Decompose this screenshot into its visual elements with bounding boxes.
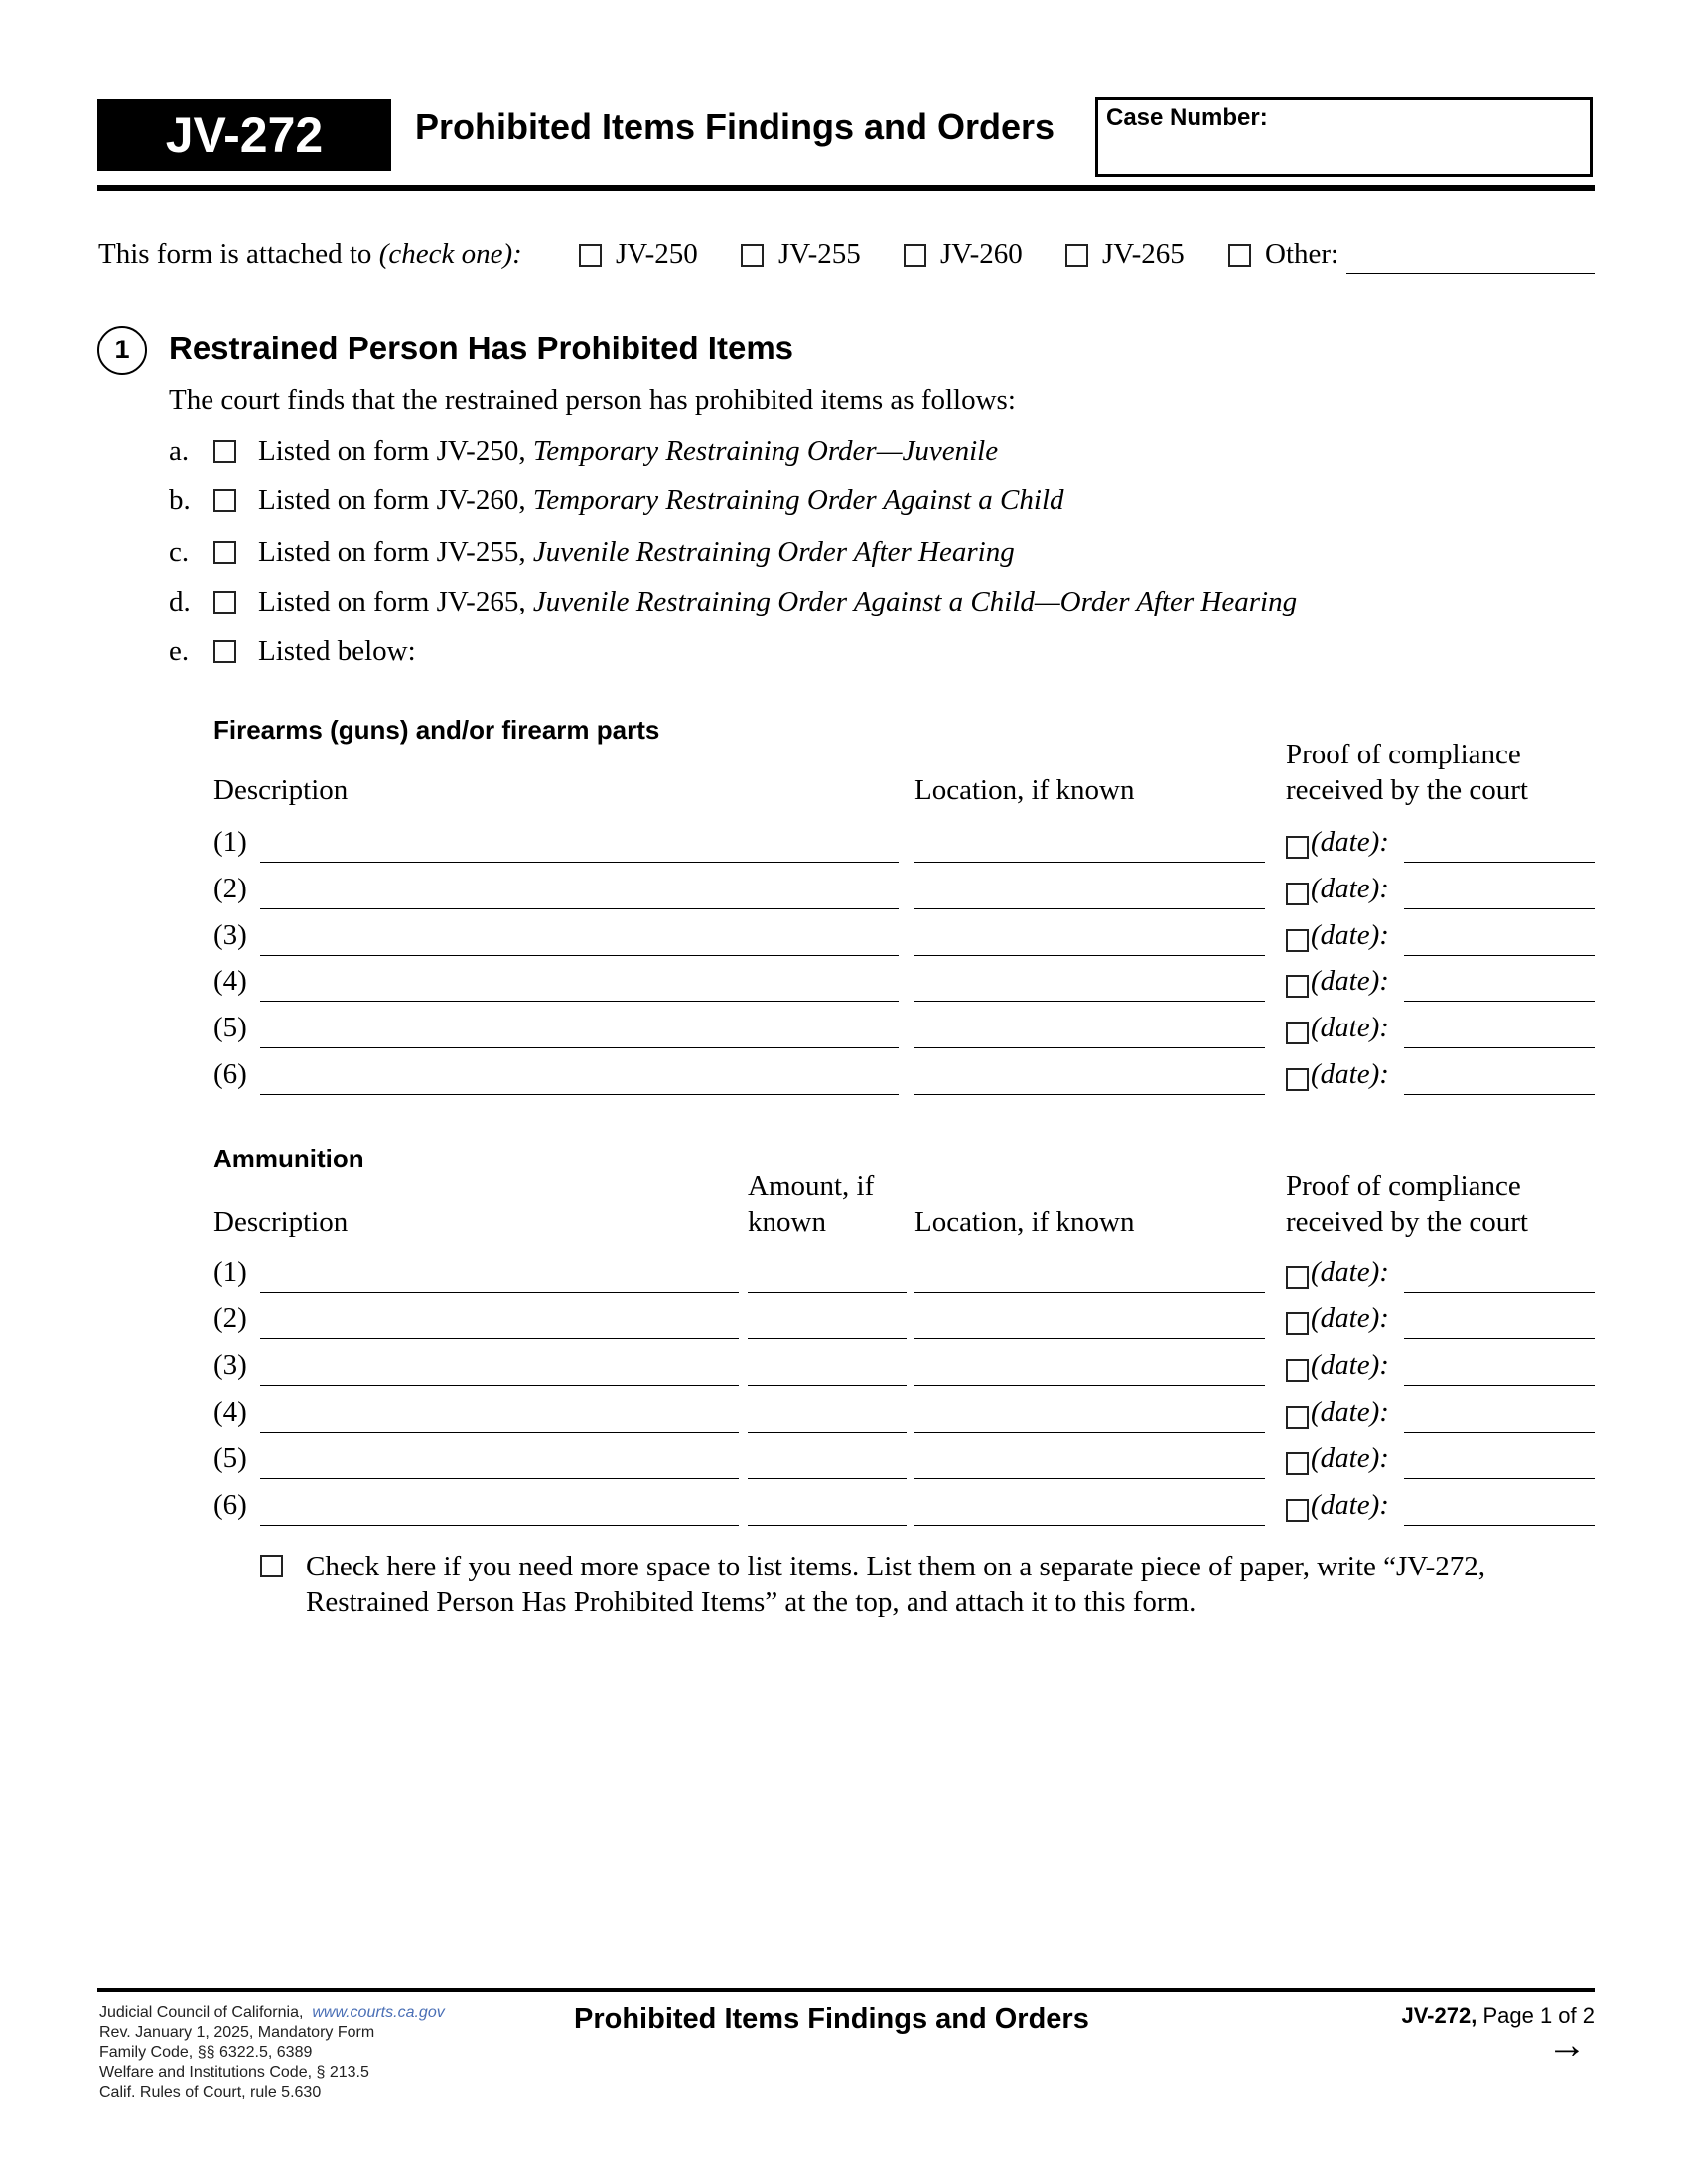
ammunition-description-input[interactable] bbox=[260, 1478, 739, 1479]
ammunition-heading: Ammunition bbox=[213, 1144, 364, 1173]
ammunition-row-number: (1) bbox=[213, 1256, 247, 1288]
item-b-label bbox=[258, 484, 1064, 517]
more-space-checkbox[interactable] bbox=[260, 1555, 283, 1577]
firearm-proof-checkbox[interactable] bbox=[1286, 883, 1309, 905]
ammunition-date-input[interactable] bbox=[1404, 1292, 1595, 1293]
ammunition-col-description: Description bbox=[213, 1206, 349, 1238]
footer-url-link[interactable]: www.courts.ca.gov bbox=[312, 2004, 445, 2021]
ammunition-date-label: (date): bbox=[1311, 1396, 1389, 1428]
firearms-col-location: Location, if known bbox=[914, 774, 1135, 806]
ammunition-row-number: (2) bbox=[213, 1302, 247, 1334]
attached-jv250-label: JV-250 bbox=[616, 238, 698, 270]
attached-jv255-checkbox[interactable] bbox=[741, 244, 764, 267]
ammunition-col-proof-line1: Proof of compliance bbox=[1286, 1170, 1521, 1202]
item-d-text: Listed on form JV-265, bbox=[258, 586, 526, 617]
firearm-date-input[interactable] bbox=[1404, 1001, 1595, 1002]
case-number-label: Case Number: bbox=[1106, 104, 1268, 131]
next-page-arrow-icon: → bbox=[1547, 2023, 1587, 2067]
firearm-location-input[interactable] bbox=[914, 955, 1265, 956]
ammunition-col-amount bbox=[748, 1168, 874, 1240]
item-d-form-name: Juvenile Restraining Order Against a Child—Order After Hearing bbox=[532, 586, 1298, 617]
footer-info bbox=[99, 2003, 445, 2103]
firearm-description-input[interactable] bbox=[260, 1047, 899, 1048]
firearms-col-proof-line1: Proof of compliance bbox=[1286, 739, 1521, 770]
more-space-line1: Check here if you need more space to list items. List them on a separate piece of paper, write “JV-272, bbox=[306, 1551, 1485, 1582]
attached-to-hint: (check one): bbox=[378, 238, 522, 270]
ammunition-row-number: (5) bbox=[213, 1442, 247, 1474]
ammunition-amount-input[interactable] bbox=[748, 1432, 907, 1433]
firearm-proof-checkbox[interactable] bbox=[1286, 1068, 1309, 1091]
footer-rev: Rev. January 1, 2025, Mandatory Form bbox=[99, 2024, 375, 2041]
ammunition-date-input[interactable] bbox=[1404, 1478, 1595, 1479]
firearms-heading: Firearms (guns) and/or firearm parts bbox=[213, 715, 660, 745]
firearm-date-input[interactable] bbox=[1404, 1047, 1595, 1048]
firearm-date-label: (date): bbox=[1311, 826, 1389, 858]
firearm-proof-checkbox[interactable] bbox=[1286, 836, 1309, 859]
ammunition-amount-input[interactable] bbox=[748, 1292, 907, 1293]
ammunition-row-number: (4) bbox=[213, 1396, 247, 1428]
ammunition-description-input[interactable] bbox=[260, 1432, 739, 1433]
firearm-row-number: (1) bbox=[213, 826, 247, 858]
item-letter: e. bbox=[169, 635, 190, 667]
section-title: Restrained Person Has Prohibited Items bbox=[169, 330, 794, 366]
form-id-badge: JV-272 bbox=[97, 99, 391, 171]
firearm-proof-checkbox[interactable] bbox=[1286, 929, 1309, 952]
item-d-label bbox=[258, 586, 1297, 618]
attached-jv260-checkbox[interactable] bbox=[904, 244, 926, 267]
item-b-checkbox[interactable] bbox=[213, 489, 236, 512]
firearm-row-number: (2) bbox=[213, 873, 247, 904]
ammunition-proof-checkbox[interactable] bbox=[1286, 1266, 1309, 1289]
firearm-date-label: (date): bbox=[1311, 1058, 1389, 1090]
item-c-label bbox=[258, 536, 1015, 569]
ammunition-location-input[interactable] bbox=[914, 1385, 1265, 1386]
ammunition-proof-checkbox[interactable] bbox=[1286, 1406, 1309, 1429]
ammunition-date-input[interactable] bbox=[1404, 1525, 1595, 1526]
ammunition-amount-input[interactable] bbox=[748, 1478, 907, 1479]
item-letter: c. bbox=[169, 536, 190, 568]
section-number: 1 bbox=[97, 326, 147, 375]
firearm-description-input[interactable] bbox=[260, 908, 899, 909]
firearm-row-number: (4) bbox=[213, 965, 247, 997]
footer-rules: Calif. Rules of Court, rule 5.630 bbox=[99, 2084, 322, 2101]
ammunition-date-input[interactable] bbox=[1404, 1432, 1595, 1433]
attached-other-checkbox[interactable] bbox=[1228, 244, 1251, 267]
firearm-location-input[interactable] bbox=[914, 862, 1265, 863]
ammunition-col-proof bbox=[1286, 1168, 1528, 1240]
ammunition-col-proof-line2: received by the court bbox=[1286, 1206, 1528, 1238]
ammunition-proof-checkbox[interactable] bbox=[1286, 1452, 1309, 1475]
item-d-checkbox[interactable] bbox=[213, 591, 236, 614]
firearm-date-input[interactable] bbox=[1404, 955, 1595, 956]
firearm-description-input[interactable] bbox=[260, 1001, 899, 1002]
firearm-location-input[interactable] bbox=[914, 1094, 1265, 1095]
ammunition-amount-input[interactable] bbox=[748, 1385, 907, 1386]
attached-other-label: Other: bbox=[1265, 238, 1339, 270]
firearm-date-label: (date): bbox=[1311, 919, 1389, 951]
ammunition-col-amount-line1: Amount, if bbox=[748, 1170, 875, 1202]
ammunition-proof-checkbox[interactable] bbox=[1286, 1312, 1309, 1335]
ammunition-proof-checkbox[interactable] bbox=[1286, 1359, 1309, 1382]
more-space-text bbox=[306, 1549, 1485, 1620]
footer-title: Prohibited Items Findings and Orders bbox=[574, 2003, 1089, 2035]
ammunition-row-number: (3) bbox=[213, 1349, 247, 1381]
footer-rule bbox=[97, 1988, 1595, 1992]
firearm-date-input[interactable] bbox=[1404, 908, 1595, 909]
item-a-form-name: Temporary Restraining Order—Juvenile bbox=[532, 435, 999, 467]
attached-jv250-checkbox[interactable] bbox=[579, 244, 602, 267]
footer-family-code: Family Code, §§ 6322.5, 6389 bbox=[99, 2044, 313, 2061]
ammunition-location-input[interactable] bbox=[914, 1525, 1265, 1526]
more-space-line2: Restrained Person Has Prohibited Items” at the top, and attach it to this form. bbox=[306, 1586, 1196, 1618]
firearm-row-number: (6) bbox=[213, 1058, 247, 1090]
item-c-checkbox[interactable] bbox=[213, 541, 236, 564]
firearm-description-input[interactable] bbox=[260, 955, 899, 956]
firearm-location-input[interactable] bbox=[914, 1047, 1265, 1048]
footer-page-number: Page 1 of 2 bbox=[1482, 2003, 1595, 2028]
item-b-text: Listed on form JV-260, bbox=[258, 484, 526, 516]
firearm-proof-checkbox[interactable] bbox=[1286, 1022, 1309, 1044]
item-letter: a. bbox=[169, 435, 190, 467]
attached-jv255-label: JV-255 bbox=[778, 238, 861, 270]
ammunition-amount-input[interactable] bbox=[748, 1338, 907, 1339]
ammunition-description-input[interactable] bbox=[260, 1385, 739, 1386]
ammunition-date-label: (date): bbox=[1311, 1349, 1389, 1381]
firearms-col-description: Description bbox=[213, 774, 349, 806]
firearm-date-label: (date): bbox=[1311, 873, 1389, 904]
attached-to-label bbox=[98, 238, 522, 271]
firearm-date-input[interactable] bbox=[1404, 1094, 1595, 1095]
ammunition-description-input[interactable] bbox=[260, 1525, 739, 1526]
firearm-description-input[interactable] bbox=[260, 862, 899, 863]
ammunition-row-number: (6) bbox=[213, 1489, 247, 1521]
ammunition-location-input[interactable] bbox=[914, 1478, 1265, 1479]
ammunition-description-input[interactable] bbox=[260, 1338, 739, 1339]
ammunition-location-input[interactable] bbox=[914, 1338, 1265, 1339]
attached-jv265-label: JV-265 bbox=[1102, 238, 1185, 270]
attached-jv260-label: JV-260 bbox=[940, 238, 1023, 270]
item-e-label: Listed below: bbox=[258, 635, 416, 667]
footer-form-id: JV-272, bbox=[1401, 2003, 1477, 2028]
ammunition-location-input[interactable] bbox=[914, 1432, 1265, 1433]
item-letter: b. bbox=[169, 484, 191, 516]
firearm-location-input[interactable] bbox=[914, 908, 1265, 909]
item-a-text: Listed on form JV-250, bbox=[258, 435, 526, 467]
item-e-checkbox[interactable] bbox=[213, 640, 236, 663]
ammunition-date-label: (date): bbox=[1311, 1489, 1389, 1521]
firearm-description-input[interactable] bbox=[260, 1094, 899, 1095]
footer-welfare-code: Welfare and Institutions Code, § 213.5 bbox=[99, 2064, 369, 2081]
attached-other-input[interactable] bbox=[1346, 273, 1595, 274]
form-title: Prohibited Items Findings and Orders bbox=[415, 106, 1055, 147]
item-letter: d. bbox=[169, 586, 191, 617]
firearm-date-label: (date): bbox=[1311, 1012, 1389, 1043]
ammunition-proof-checkbox[interactable] bbox=[1286, 1499, 1309, 1522]
firearm-row-number: (3) bbox=[213, 919, 247, 951]
case-number-box[interactable] bbox=[1095, 97, 1593, 177]
firearm-location-input[interactable] bbox=[914, 1001, 1265, 1002]
ammunition-date-label: (date): bbox=[1311, 1302, 1389, 1334]
item-b-form-name: Temporary Restraining Order Against a Child bbox=[532, 484, 1064, 516]
attached-jv265-checkbox[interactable] bbox=[1065, 244, 1088, 267]
firearm-date-label: (date): bbox=[1311, 965, 1389, 997]
ammunition-amount-input[interactable] bbox=[748, 1525, 907, 1526]
firearms-col-proof-line2: received by the court bbox=[1286, 774, 1528, 806]
ammunition-date-input[interactable] bbox=[1404, 1385, 1595, 1386]
firearms-col-proof bbox=[1286, 737, 1528, 808]
ammunition-location-input[interactable] bbox=[914, 1292, 1265, 1293]
footer-council: Judicial Council of California, bbox=[99, 2004, 304, 2021]
firearm-date-input[interactable] bbox=[1404, 862, 1595, 863]
section-intro: The court finds that the restrained person has prohibited items as follows: bbox=[169, 384, 1016, 416]
firearm-proof-checkbox[interactable] bbox=[1286, 975, 1309, 998]
attached-to-text: This form is attached to bbox=[98, 238, 372, 270]
ammunition-date-label: (date): bbox=[1311, 1442, 1389, 1474]
firearm-row-number: (5) bbox=[213, 1012, 247, 1043]
item-c-form-name: Juvenile Restraining Order After Hearing bbox=[532, 536, 1015, 568]
ammunition-col-location: Location, if known bbox=[914, 1206, 1135, 1238]
ammunition-col-amount-line2: known bbox=[748, 1206, 826, 1238]
ammunition-description-input[interactable] bbox=[260, 1292, 739, 1293]
item-c-text: Listed on form JV-255, bbox=[258, 536, 526, 568]
header-rule bbox=[97, 185, 1595, 191]
ammunition-date-input[interactable] bbox=[1404, 1338, 1595, 1339]
item-a-label bbox=[258, 435, 998, 468]
item-a-checkbox[interactable] bbox=[213, 440, 236, 463]
ammunition-date-label: (date): bbox=[1311, 1256, 1389, 1288]
